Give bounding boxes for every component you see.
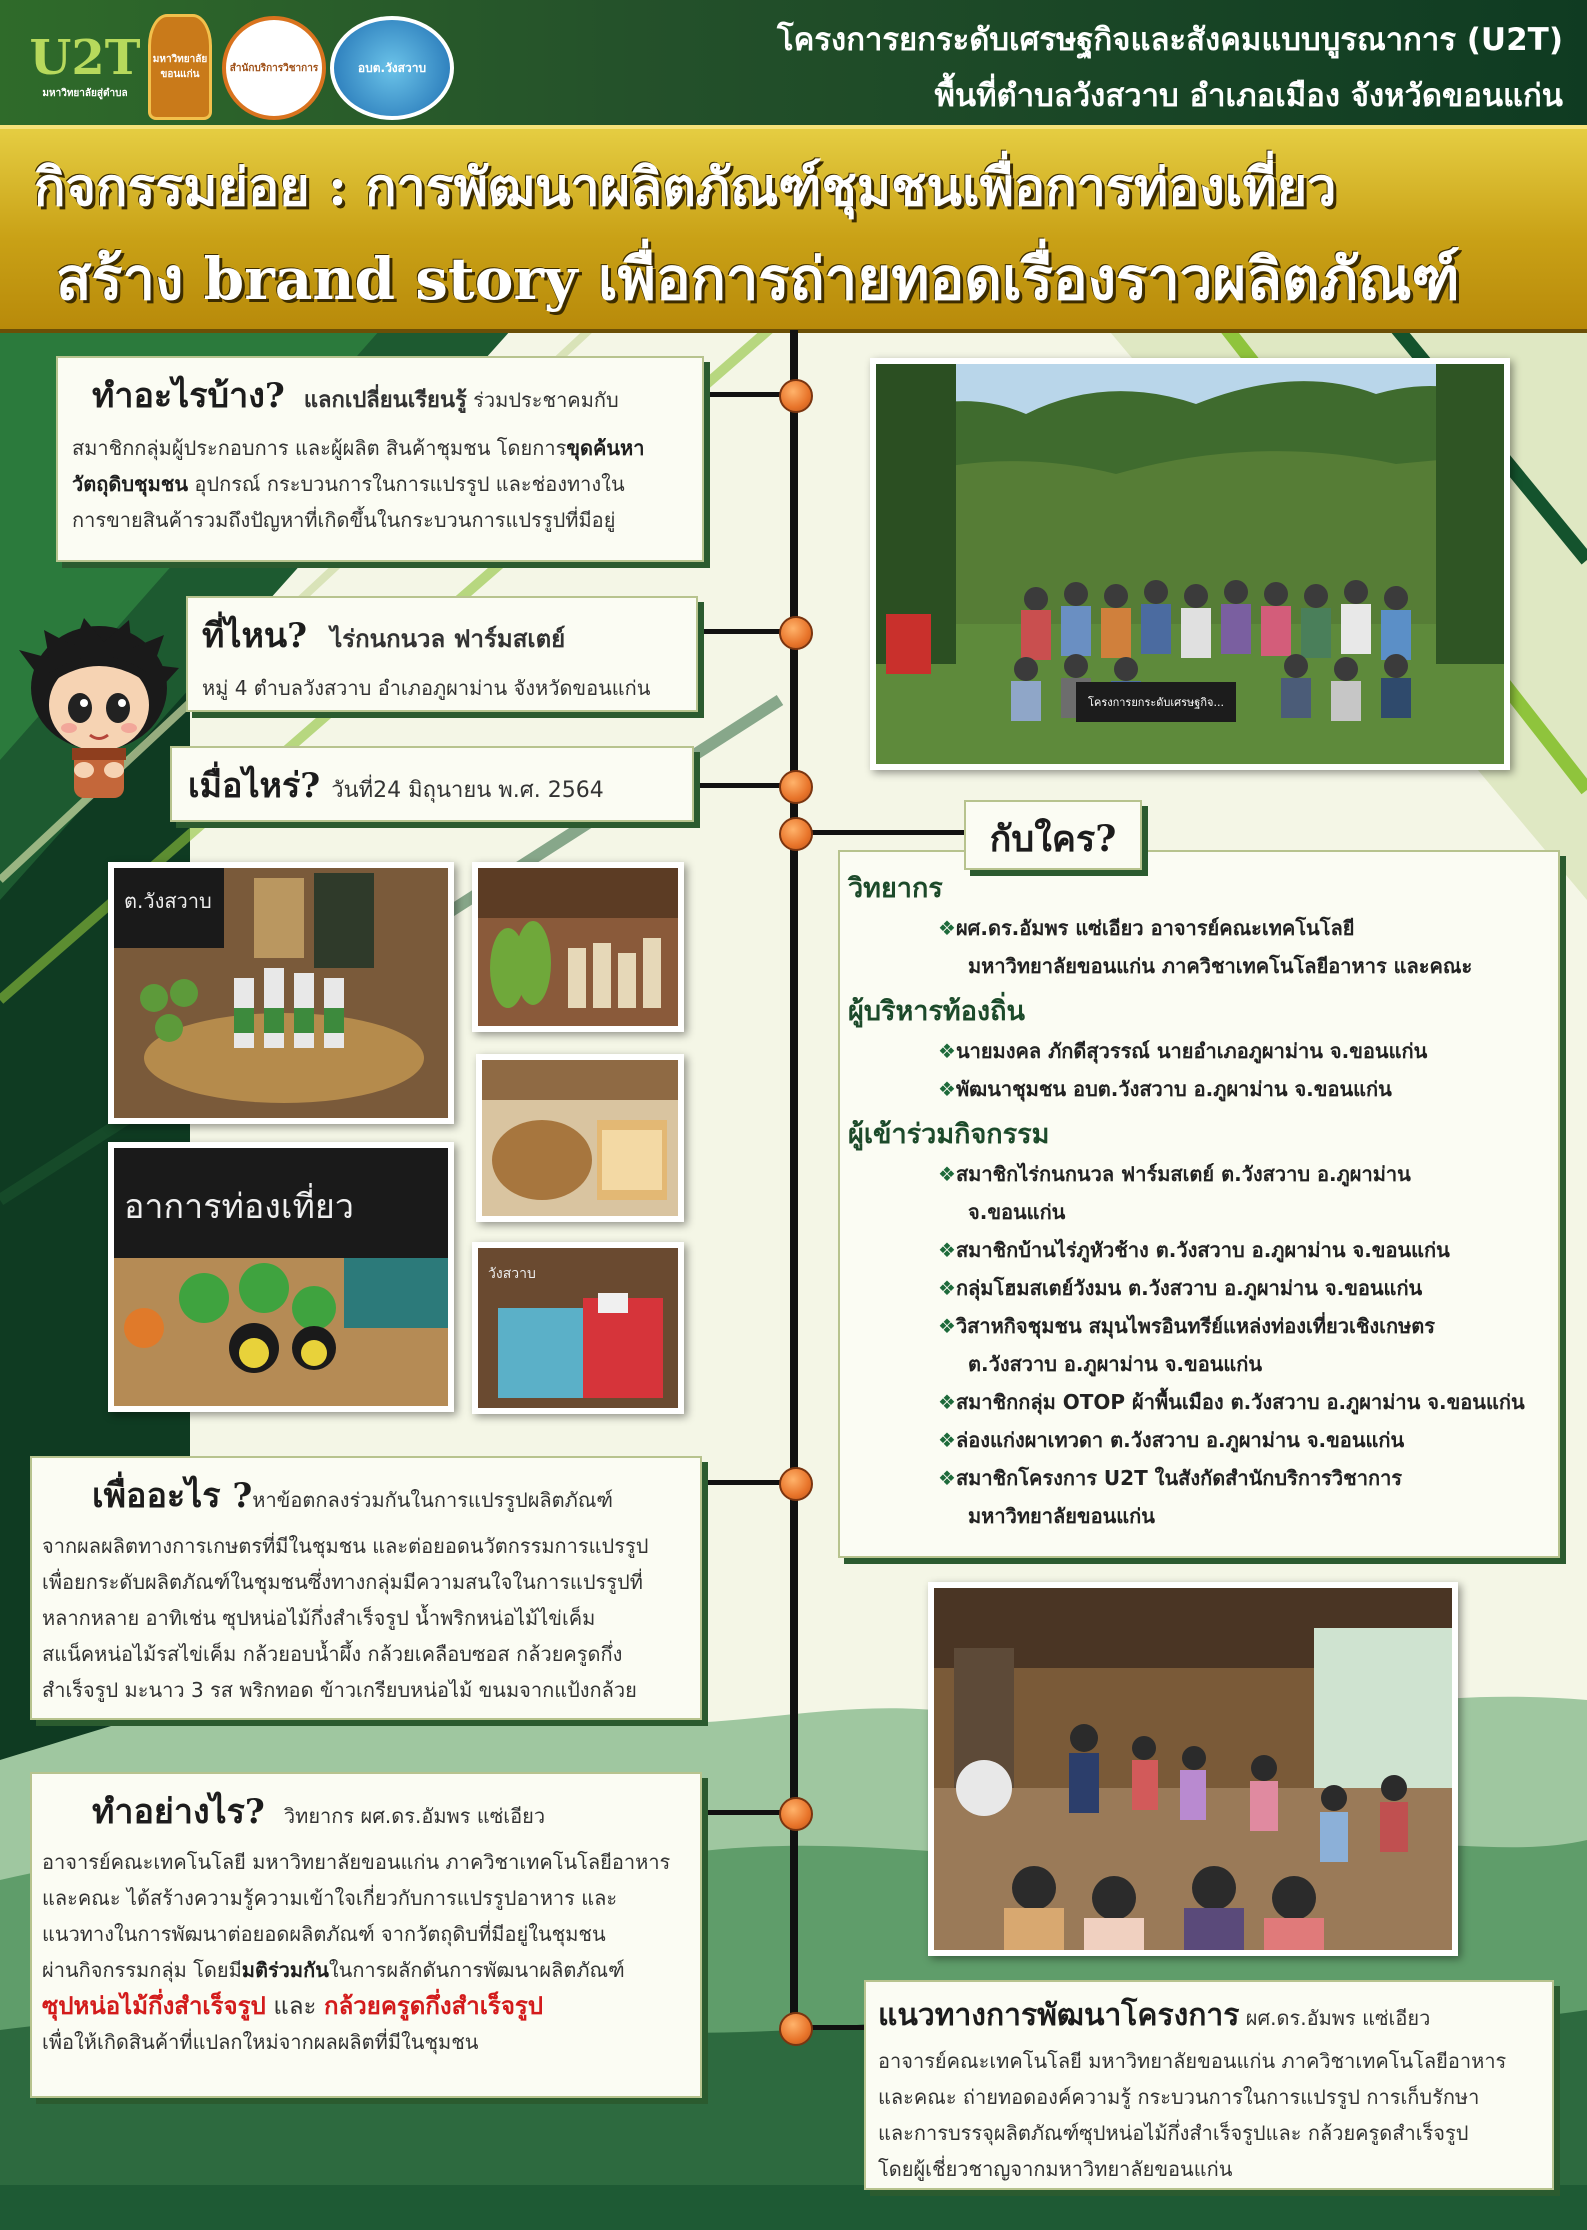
- what-lead-bold: แลกเปลี่ยนเรียนรู้: [303, 388, 467, 413]
- project-area: พื้นที่ตำบลวังสวาบ อำเภอเมือง จังหวัดขอนแก่น: [934, 78, 1563, 114]
- timeline-line: [790, 330, 798, 2020]
- page-title: กิจกรรมย่อย : การพัฒนาผลิตภัณฑ์ชุมชนเพื่อการท่องเที่ยว: [34, 157, 1337, 218]
- where-place: ไร่กนกนวล ฟาร์มสเตย์: [330, 625, 566, 653]
- plan-box: [864, 1980, 1554, 2190]
- why-text: หลากหลาย อาทิเช่น ซุปหน่อไม้กึ่งสำเร็จรูป น้ำพริกหน่อไม้ไข่เค็ม: [42, 1606, 596, 1630]
- how-text: ผ่านกิจกรรมกลุ่ม โดยมี: [42, 1958, 242, 1982]
- when-heading: เมื่อไหร่?: [188, 766, 321, 806]
- list-item: ❖วิสาหกิจชุมชน สมุนไพรอินทรีย์แหล่งท่องเที่ยวเชิงเกษตร: [938, 1314, 1436, 1338]
- list-item-cont: ต.วังสวาบ อ.ภูผาม่าน จ.ขอนแก่น: [968, 1352, 1263, 1376]
- what-text-bold: ขุดค้นหา: [566, 436, 645, 460]
- plan-text: โดยผู้เชี่ยวชาญจากมหาวิทยาลัยขอนแก่น: [878, 2157, 1233, 2181]
- plan-heading: แนวทางการพัฒนาโครงการ: [878, 1998, 1240, 2033]
- timeline-dot: [779, 379, 813, 413]
- who-box: [838, 850, 1560, 1558]
- sign-text: โครงการยกระดับเศรษฐกิจ...: [1088, 696, 1224, 709]
- u2t-logo: U2T มหาวิทยาลัยสู่ตำบล: [29, 29, 141, 99]
- where-box: [186, 596, 698, 712]
- academic-service-logo: สำนักบริการวิชาการ: [222, 16, 326, 120]
- shelf-label: ต.วังสวาบ: [124, 889, 212, 913]
- highlight-product: ซุปหน่อไม้กึ่งสำเร็จรูป: [42, 1992, 266, 2020]
- plan-lead: ผศ.ดร.อัมพร แซ่เอียว: [1239, 2006, 1431, 2030]
- list-item-cont: จ.ขอนแก่น: [968, 1200, 1066, 1224]
- towel-label: วังสวาบ: [488, 1266, 536, 1282]
- why-text: จากผลผลิตทางการเกษตรที่มีในชุมชน และต่อยอดนวัตกรรมการแปรรูป: [42, 1534, 649, 1558]
- what-text: การขายสินค้ารวมถึงปัญหาที่เกิดขึ้นในกระบวนการแปรรูปที่มีอยู่: [72, 508, 616, 532]
- what-text-bold: วัตถุดิบชุมชน: [72, 472, 189, 496]
- kku-logo: มหาวิทยาลัยขอนแก่น: [148, 14, 212, 120]
- how-box: [30, 1772, 702, 2098]
- product-photo-towels: [472, 1242, 684, 1414]
- plan-text: อาจารย์คณะเทคโนโลยี มหาวิทยาลัยขอนแก่น ภาควิชาเทคโนโลยีอาหาร: [878, 2049, 1507, 2073]
- list-item: ❖ผศ.ดร.อัมพร แซ่เอียว อาจารย์คณะเทคโนโลยี: [938, 916, 1355, 940]
- how-text: เพื่อให้เกิดสินค้าที่แปลกใหม่จากผลผลิตที่มีในชุมชน: [42, 2030, 479, 2054]
- why-text: สำเร็จรูป มะนาว 3 รส พริกทอด ข้าวเกรียบหน่อไม้ ขนมจากแป้งกล้วย: [42, 1678, 637, 1702]
- how-text: ในการผลักดันการพัฒนาผลิตภัณฑ์: [328, 1958, 625, 1982]
- how-text: และ: [265, 1992, 325, 2020]
- who-heading-box: [964, 800, 1142, 870]
- list-item-cont: มหาวิทยาลัยขอนแก่น: [968, 1504, 1155, 1528]
- what-text: สมาชิกกลุ่มผู้ประกอบการ และผู้ผลิต สินค้าชุมชน โดยการ: [72, 436, 567, 460]
- timeline-dot: [779, 616, 813, 650]
- list-item: ❖สมาชิกบ้านไร่ภูหัวช้าง ต.วังสวาบ อ.ภูผาม่าน จ.ขอนแก่น: [938, 1238, 1450, 1262]
- list-item: ❖ล่องแก่งผาเทวดา ต.วังสวาบ อ.ภูผาม่าน จ.ขอนแก่น: [938, 1428, 1405, 1452]
- cartoon-mascot: [14, 610, 184, 810]
- product-photo-bottles: [108, 862, 454, 1124]
- highlight-product: กล้วยครูดกึ่งสำเร็จรูป: [324, 1992, 544, 2020]
- why-box: [30, 1456, 702, 1720]
- why-heading: เพื่ออะไร ?: [92, 1476, 253, 1516]
- list-item: ❖พัฒนาชุมชน อบต.วังสวาบ อ.ภูผาม่าน จ.ขอนแก่น: [938, 1077, 1392, 1101]
- participant-section-title: ผู้เข้าร่วมกิจกรรม: [848, 1119, 1050, 1150]
- why-text: สแน็คหน่อไม้รสไข่เค็ม กล้วยอบน้ำผึ้ง กล้วยเคลือบซอส กล้วยครูดกึ่ง: [42, 1642, 623, 1666]
- where-heading: ที่ไหน?: [202, 616, 308, 656]
- speaker-section-title: วิทยากร: [848, 873, 943, 904]
- plan-text: และคณะ ถ่ายทอดองค์ความรู้ กระบวนการในการแปรรูป การเก็บรักษา: [878, 2085, 1480, 2109]
- plan-text: และการบรรจุผลิตภัณฑ์ซุปหน่อไม้กึ่งสำเร็จรูปและ กล้วยครูดสำเร็จรูป: [878, 2121, 1469, 2145]
- list-item: ❖สมาชิกกลุ่ม OTOP ผ้าพื้นเมือง ต.วังสวาบ อ.ภูผาม่าน จ.ขอนแก่น: [938, 1390, 1525, 1414]
- list-item: ❖สมาชิกไร่กนกนวล ฟาร์มสเตย์ ต.วังสวาบ อ.ภูผาม่าน: [938, 1162, 1411, 1186]
- how-text: แนวทางในการพัฒนาต่อยอดผลิตภัณฑ์ จากวัตถุดิบที่มีอยู่ในชุมชน: [42, 1922, 606, 1946]
- admin-section-title: ผู้บริหารท้องถิ่น: [848, 996, 1025, 1027]
- timeline-dot: [779, 2012, 813, 2046]
- who-heading: กับใคร?: [989, 818, 1117, 860]
- product-photo-basket: [476, 1054, 684, 1222]
- why-lead: หาข้อตกลงร่วมกันในการแปรรูปผลิตภัณฑ์: [252, 1488, 614, 1512]
- list-item: ❖นายมงคล ภักดีสุวรรณ์ นายอำเภอภูผาม่าน จ.ขอนแก่น: [938, 1039, 1428, 1063]
- how-lead: วิทยากร ผศ.ดร.อัมพร แซ่เอียว: [283, 1804, 546, 1828]
- product-photo-crochet: [108, 1142, 454, 1412]
- connector: [794, 830, 964, 835]
- why-text: เพื่อยกระดับผลิตภัณฑ์ในชุมชนซึ่งทางกลุ่มมีความสนใจในการแปรรูปที่: [42, 1570, 643, 1594]
- board-label: อาการท่องเที่ยว: [124, 1187, 354, 1227]
- page-subtitle: สร้าง brand story เพื่อการถ่ายทอดเรื่องราวผลิตภัณฑ์: [56, 245, 1460, 313]
- how-text: และคณะ ได้สร้างความรู้ความเข้าใจเกี่ยวกับการแปรรูปอาหาร และ: [42, 1886, 618, 1910]
- how-text-bold: มติร่วมกัน: [241, 1958, 329, 1982]
- timeline-dot: [779, 1467, 813, 1501]
- meeting-photo: [928, 1582, 1458, 1956]
- what-heading: ทำอะไรบ้าง?: [92, 376, 285, 416]
- list-item-cont: มหาวิทยาลัยขอนแก่น ภาควิชาเทคโนโลยีอาหาร และคณะ: [968, 954, 1473, 978]
- project-title: โครงการยกระดับเศรษฐกิจและสังคมแบบบูรณาการ (U2T): [777, 22, 1563, 58]
- wangsawap-sao-logo: อบต.วังสวาบ: [330, 16, 454, 120]
- what-box: [56, 356, 704, 562]
- how-heading: ทำอย่างไร?: [92, 1792, 265, 1832]
- what-lead: ร่วมประชาคมกับ: [466, 388, 619, 412]
- list-item: ❖กลุ่มโฮมสเตย์วังมน ต.วังสวาบ อ.ภูผาม่าน จ.ขอนแก่น: [938, 1276, 1423, 1300]
- how-text: อาจารย์คณะเทคโนโลยี มหาวิทยาลัยขอนแก่น ภาควิชาเทคโนโลยีอาหาร: [42, 1850, 671, 1874]
- list-item: ❖สมาชิกโครงการ U2T ในสังกัดสำนักบริการวิชาการ: [938, 1466, 1403, 1490]
- what-text: อุปกรณ์ กระบวนการในการแปรรูป และช่องทางใน: [188, 472, 625, 496]
- timeline-dot: [779, 770, 813, 804]
- product-photo-bananas: [472, 862, 684, 1032]
- timeline-dot: [779, 817, 813, 851]
- timeline-dot: [779, 1797, 813, 1831]
- where-address: หมู่ 4 ตำบลวังสวาบ อำเภอภูผาม่าน จังหวัดขอนแก่น: [202, 676, 651, 700]
- when-date: วันที่24 มิถุนายน พ.ศ. 2564: [331, 778, 604, 803]
- group-photo: [870, 358, 1510, 770]
- when-box: [170, 746, 694, 822]
